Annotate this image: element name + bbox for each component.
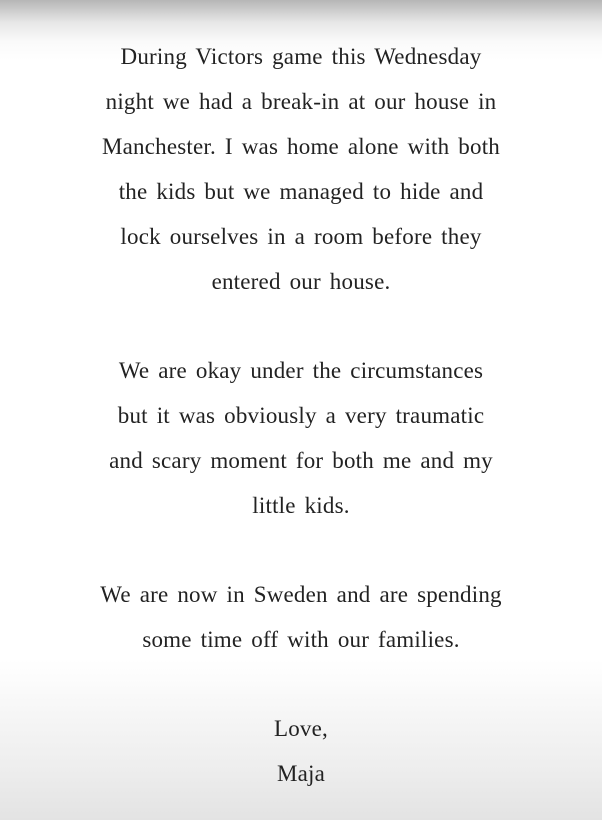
statement-line: entered our house. (211, 269, 391, 294)
statement-paragraph-1 (56, 34, 546, 304)
signoff-block (56, 706, 546, 796)
statement-line: We are now in Sweden and are spending (100, 582, 502, 607)
statement-line: Manchester. I was home alone with both (102, 134, 500, 159)
signoff-love: Love, (273, 716, 328, 741)
statement-line: some time off with our families. (142, 627, 460, 652)
statement-line: the kids but we managed to hide and (118, 179, 484, 204)
statement-paragraph-2 (56, 348, 546, 528)
statement-paragraph-3 (56, 572, 546, 662)
statement-line: but it was obviously a very traumatic (117, 403, 485, 428)
statement-line: We are okay under the circumstances (118, 358, 484, 383)
signature-name: Maja (276, 761, 326, 786)
statement-line: little kids. (252, 493, 350, 518)
statement-line: During Victors game this Wednesday (120, 44, 482, 69)
statement-line: night we had a break-in at our house in (105, 89, 497, 114)
statement-line: and scary moment for both me and my (109, 448, 493, 473)
statement-line: lock ourselves in a room before they (120, 224, 482, 249)
